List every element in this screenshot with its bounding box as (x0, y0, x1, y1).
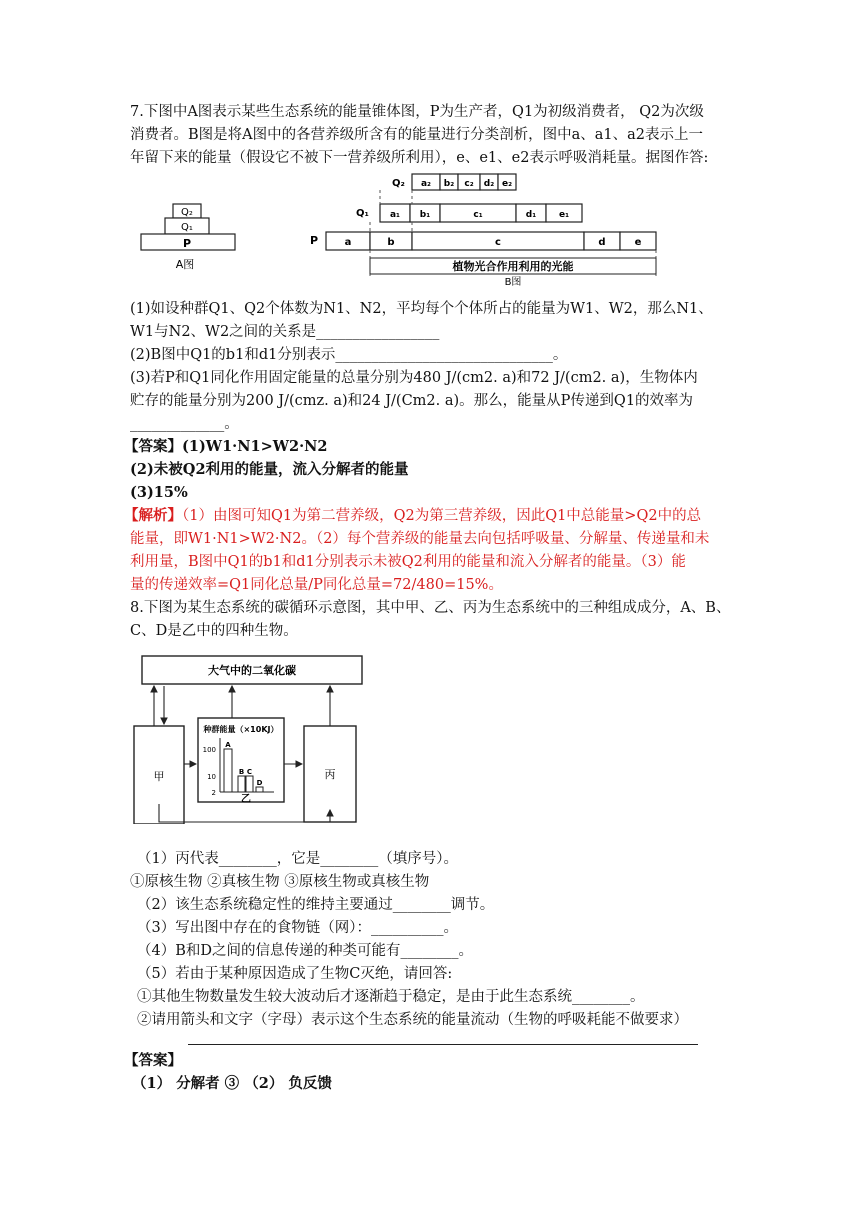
bing-label: 丙 (324, 768, 336, 781)
bar-a (224, 749, 232, 792)
q8-q2: （2）该生态系统稳定性的维持主要通过________调节。 (137, 897, 495, 913)
cell-b: b (387, 237, 395, 248)
y-tick-2: 2 (211, 789, 216, 797)
row-q1-label: Q₁ (356, 208, 369, 219)
cell-c2: c₂ (464, 179, 474, 189)
yi-label: 乙 (241, 794, 251, 805)
q7-analysis-1 (124, 505, 701, 527)
bar-b (238, 776, 245, 792)
figure-b-caption: B图 (504, 277, 522, 288)
q7-analysis-4: 量的传递效率=Q1同化总量/P同化总量=72/480=15%。 (130, 577, 503, 593)
figure-a-energy-pyramid (135, 196, 245, 288)
q8-line-2: C、D是乙中的四种生物。 (130, 623, 298, 639)
pyramid-p-label: P (182, 237, 192, 250)
q8-answer-line: （1） 分解者 ③ （2） 负反馈 (132, 1075, 332, 1092)
cell-c: c (495, 237, 501, 248)
q7-analysis-text-1: （1）由图可知Q1为第二营养级，Q2为第三营养级，因此Q1中总能量>Q2中的总 (182, 508, 702, 524)
figure-a-caption: A图 (175, 258, 195, 271)
q7-answer (124, 436, 328, 458)
q8-q5: （5）若由于某种原因造成了生物C灭绝，请回答: (137, 966, 453, 982)
cell-c1: c₁ (473, 210, 483, 220)
q8-q4: （4）B和D之间的信息传递的种类可能有________。 (137, 943, 474, 959)
cell-b2: b₂ (443, 179, 455, 189)
figure-b-energy-breakdown (306, 170, 666, 288)
bar-label-c: C (246, 768, 253, 776)
cell-a1: a₁ (389, 210, 401, 220)
q8-q3: （3）写出图中存在的食物链（网）：__________。 (137, 920, 458, 936)
q8-q1: （1）丙代表________，它是________（填序号）。 (137, 851, 458, 867)
q7-answer-1: (1)W1·N1>W2·N2 (182, 438, 328, 455)
q7-analysis-2: 能量，即W1·N1>W2·N2。（2）每个营养级的能量去向包括呼吸量、分解量、传递量和未 (130, 531, 710, 547)
q7-answer-2: (2)未被Q2利用的能量，流入分解者的能量 (130, 461, 409, 478)
q7-sub3-line-2: 贮存的能量分别为200 J/(cmz. a)和24 J/(Cm2. a)。那么，能量从P传递到Q1的效率为 (130, 393, 694, 409)
cell-d1: d₁ (525, 210, 537, 220)
cell-d: d (598, 237, 606, 248)
row-p-label: P (310, 234, 319, 247)
y-tick-100: 100 (202, 746, 216, 754)
q7-line-3: 年留下来的能量（假设它不被下一营养级所利用），e、e1、e2表示呼吸消耗量。据图作答: (130, 150, 709, 166)
q7-sub2: (2)B图中Q1的b1和d1分别表示______________________________。 (130, 347, 568, 363)
q8-q5-2: ②请用箭头和文字（字母）表示这个生态系统的能量流动（生物的呼吸耗能不做要求） (137, 1012, 688, 1028)
q7-answer-label: 【答案】 (124, 438, 182, 455)
yi-inner-title: 种群能量（×10KJ） (203, 725, 279, 734)
row-q2-label: Q₂ (392, 178, 405, 189)
q7-analysis-label: 【解析】 (124, 507, 182, 524)
q7-analysis-3: 利用量，B图中Q1的b1和d1分别表示未被Q2利用的能量和流入分解者的能量。（3）能 (130, 554, 686, 570)
cell-d2: d₂ (483, 179, 495, 189)
carbon-cycle-diagram (128, 652, 378, 824)
q7-answer-3: (3)15% (130, 484, 188, 501)
cell-e2: e₂ (501, 179, 513, 189)
bar-label-d: D (256, 779, 263, 787)
cell-a: a (344, 237, 352, 248)
answer-blank-line (188, 1044, 698, 1045)
q7-sub1-line-1: (1)如设种群Q1、Q2个体数为N1、N2，平均每个个体所占的能量为W1、W2，那么N1、 (130, 301, 713, 317)
cell-e1: e₁ (558, 210, 570, 220)
bar-label-b: B (238, 768, 245, 776)
q8-q5-1: ①其他生物数量发生较大波动后才逐渐趋于稳定，是由于此生态系统________。 (137, 989, 645, 1005)
q8-options: ①原核生物 ②真核生物 ③原核生物或真核生物 (130, 874, 430, 890)
jia-label: 甲 (153, 770, 165, 783)
cell-e: e (634, 237, 642, 248)
co2-label: 大气中的二氧化碳 (208, 664, 296, 677)
q7-sub3-line-1: (3)若P和Q1同化作用固定能量的总量分别为480 J/(cm2. a)和72 J/(cm2. a)，生物体内 (130, 370, 698, 386)
bar-d (256, 787, 263, 792)
pyramid-q1-label: Q₁ (181, 222, 193, 233)
q7-line-2: 消费者。B图是将A图中的各营养级所含有的能量进行分类剖析，图中a、a1、a2表示上一 (130, 127, 704, 143)
cell-a2: a₂ (420, 179, 432, 189)
bar-c (246, 776, 253, 792)
q7-sub1-line-2: W1与N2、W2之间的关系是_________________ (130, 324, 440, 340)
q8-line-1: 8.下图为某生态系统的碳循环示意图，其中甲、乙、丙为生态系统中的三种组成成分，A、B、 (130, 600, 731, 616)
pyramid-q2-label: Q₂ (181, 207, 193, 218)
bar-label-a: A (225, 741, 231, 749)
light-energy-label: 植物光合作用利用的光能 (452, 260, 574, 273)
cell-b1: b₁ (419, 210, 431, 220)
q7-line-1: 7.下图中A图表示某些生态系统的能量锥体图，P为生产者，Q1为初级消费者， Q2为次级 (130, 104, 704, 120)
q7-sub3-line-3: _____________。 (130, 416, 239, 432)
q8-answer-label: 【答案】 (124, 1052, 182, 1069)
y-tick-10: 10 (207, 773, 216, 781)
